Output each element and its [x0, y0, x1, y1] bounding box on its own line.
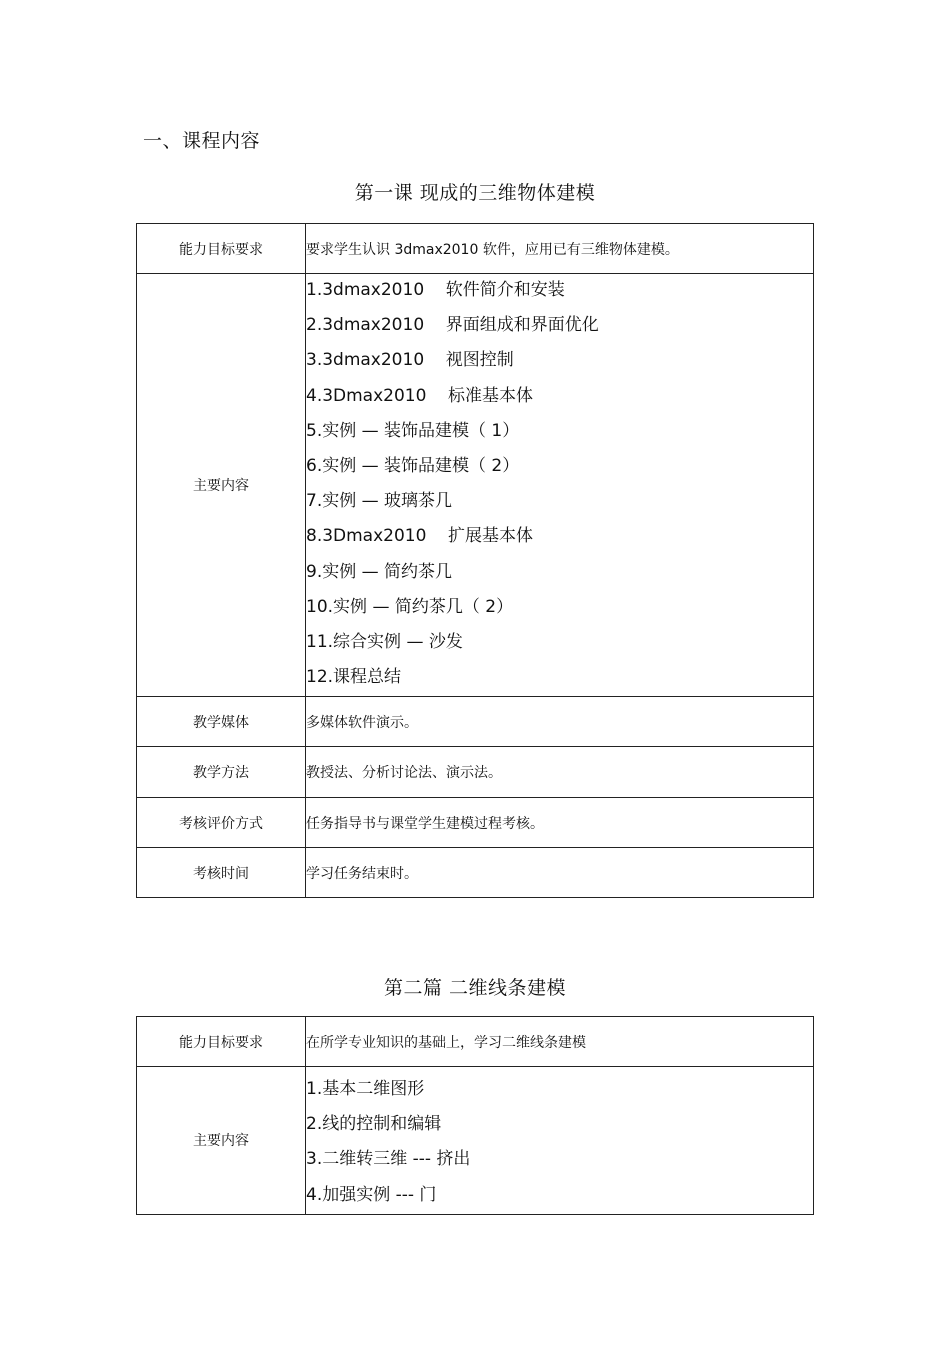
media-row — [137, 697, 814, 747]
list-item: 12.课程总结 — [306, 667, 402, 688]
time-label: 考核时间 — [137, 848, 306, 898]
content-row — [137, 274, 814, 697]
list-item: 5.实例 — 装饰品建模（ 1） — [306, 420, 520, 441]
content-list — [306, 274, 814, 697]
lesson-1-table — [136, 223, 814, 898]
list-item: 9.实例 — 简约茶几 — [306, 561, 453, 582]
lesson-2-table — [136, 1016, 814, 1215]
goal-value: 要求学生认识 3dmax2010 软件，应用已有三维物体建模。 — [306, 224, 814, 274]
goal-label: 能力目标要求 — [137, 1017, 306, 1067]
method-row — [137, 747, 814, 798]
time-value: 学习任务结束时。 — [306, 848, 814, 898]
time-row — [137, 848, 814, 898]
list-item: 10.实例 — 简约茶几（ 2） — [306, 596, 514, 617]
media-value: 多媒体软件演示。 — [306, 697, 814, 747]
list-item: 6.实例 — 装饰品建模（ 2） — [306, 455, 520, 476]
media-label: 教学媒体 — [137, 697, 306, 747]
goal-row — [137, 224, 814, 274]
method-value: 教授法、分析讨论法、演示法。 — [306, 747, 814, 798]
assessment-row — [137, 798, 814, 848]
content-list — [306, 1067, 814, 1215]
goal-value: 在所学专业知识的基础上，学习二维线条建模 — [306, 1017, 814, 1067]
list-item: 1.基本二维图形 — [306, 1079, 425, 1099]
content-label: 主要内容 — [137, 274, 306, 697]
list-item: 2.3dmax2010 界面组成和界面优化 — [306, 315, 599, 336]
list-item: 4.加强实例 --- 门 — [306, 1184, 437, 1205]
goal-row — [137, 1017, 814, 1067]
method-label: 教学方法 — [137, 747, 306, 798]
content-row — [137, 1067, 814, 1215]
list-item: 7.实例 — 玻璃茶几 — [306, 491, 453, 512]
list-item: 3.3dmax2010 视图控制 — [306, 350, 514, 371]
list-item: 8.3Dmax2010 扩展基本体 — [306, 526, 534, 547]
list-item: 2.线的控制和编辑 — [306, 1114, 442, 1135]
assessment-label: 考核评价方式 — [137, 798, 306, 848]
section-heading: 一、课程内容 — [143, 130, 261, 152]
list-item: 4.3Dmax2010 标准基本体 — [306, 385, 534, 406]
assessment-value: 任务指导书与课堂学生建模过程考核。 — [306, 798, 814, 848]
list-item: 11.综合实例 — 沙发 — [306, 631, 463, 652]
list-item: 1.3dmax2010 软件简介和安装 — [306, 280, 565, 300]
lesson-1-title: 第一课 现成的三维物体建模 — [354, 182, 596, 204]
lesson-2-title: 第二篇 二维线条建模 — [383, 977, 567, 999]
goal-label: 能力目标要求 — [137, 224, 306, 274]
content-label: 主要内容 — [137, 1067, 306, 1215]
list-item: 3.二维转三维 --- 挤出 — [306, 1149, 471, 1170]
